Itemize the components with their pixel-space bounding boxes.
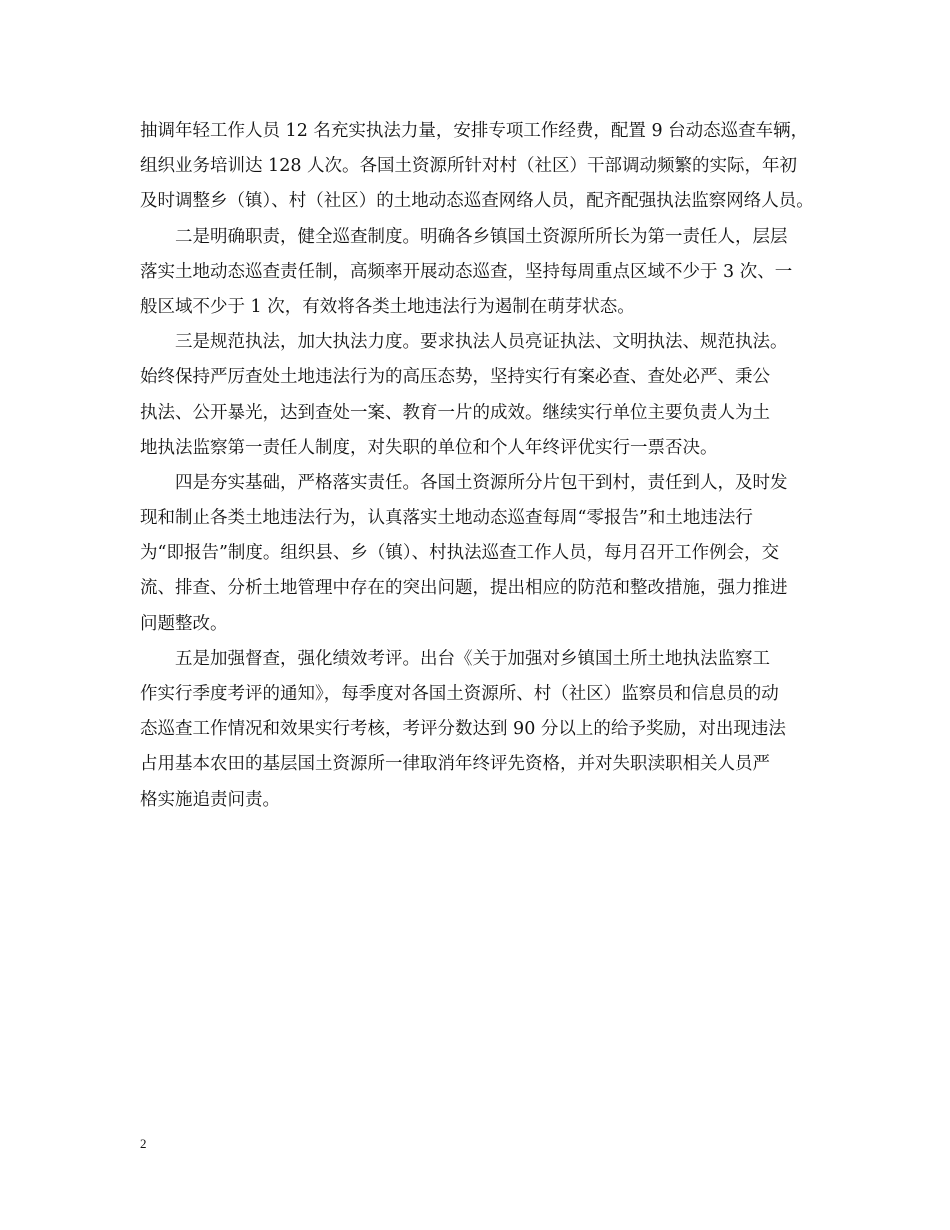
text-line: 流、排查、分析土地管理中存在的突出问题，提出相应的防范和整改措施，强力推进 (140, 578, 788, 599)
text-line: 态巡查工作情况和效果实行考核，考评分数达到 90 分以上的给予奖励，对出现违法 (140, 719, 786, 740)
paragraph-first-line: 四是夯实基础，严格落实责任。各国土资源所分片包干到村，责任到人，及时发 (175, 472, 788, 493)
text-line: 为“即报告”制度。组织县、乡（镇）、村执法巡查工作人员，每月召开工作例会，交 (140, 543, 780, 564)
text-line: 执法、公开暴光，达到查处一案、教育一片的成效。继续实行单位主要负责人为土 (140, 402, 770, 423)
paragraph-first-line: 三是规范执法，加大执法力度。要求执法人员亮证执法、文明执法、规范执法。 (175, 332, 788, 353)
text-line: 问题整改。 (140, 613, 228, 634)
text-line: 落实土地动态巡查责任制，高频率开展动态巡查，坚持每周重点区域不少于 3 次、一 (140, 261, 793, 282)
text-line: 始终保持严厉查处土地违法行为的高压态势，坚持实行有案必查、查处必严、秉公 (140, 367, 770, 388)
text-line: 及时调整乡（镇）、村（社区）的土地动态巡查网络人员，配齐配强执法监察网络人员。 (140, 191, 814, 212)
text-line: 作实行季度考评的通知》，每季度对各国土资源所、村（社区）监察员和信息员的动 (140, 684, 779, 704)
text-line: 现和制止各类土地违法行为，认真落实土地动态巡查每周“零报告”和土地违法行 (140, 508, 753, 529)
text-line: 格实施追责问责。 (140, 789, 280, 810)
document-body (140, 114, 820, 818)
text-line: 地执法监察第一责任人制度，对失职的单位和个人年终评优实行一票否决。 (140, 437, 718, 458)
page-number: 2 (140, 1136, 147, 1151)
text-line: 占用基本农田的基层国土资源所一律取消年终评先资格，并对失职渎职相关人员严 (140, 754, 770, 775)
text-line: 般区域不少于 1 次，有效将各类土地违法行为遏制在萌芽状态。 (140, 296, 635, 317)
paragraph-first-line: 五是加强督查，强化绩效考评。出台《关于加强对乡镇国土所土地执法监察工 (175, 648, 770, 669)
text-line: 组织业务培训达 128 人次。各国土资源所针对村（社区）干部调动频繁的实际，年初 (140, 156, 798, 177)
paragraph-first-line: 二是明确职责，健全巡查制度。明确各乡镇国土资源所所长为第一责任人，层层 (175, 226, 788, 247)
text-line: 抽调年轻工作人员 12 名充实执法力量，安排专项工作经费，配置 9 台动态巡查车辆， (140, 121, 809, 141)
